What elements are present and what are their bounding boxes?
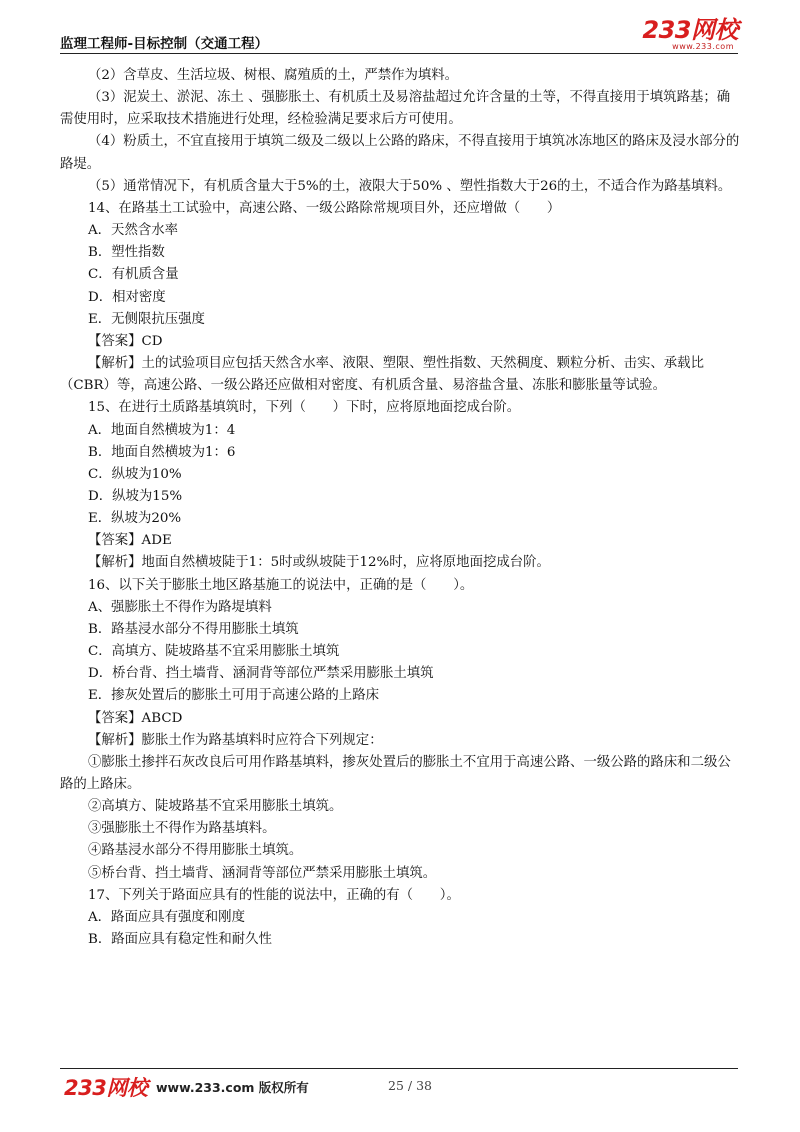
text-line: （4）粉质土，不宜直接用于填筑二级及二级以上公路的路床，不得直接用于填筑冰冻地区的路床及浸水部分的路堤。 <box>60 134 740 172</box>
footer-divider <box>60 1068 738 1069</box>
option-b: B．路基浸水部分不得用膨胀土填筑 <box>88 621 299 637</box>
explanation-item: ①膨胀土掺拌石灰改良后可用作路基填料，掺灰处置后的膨胀土不宜用于高速公路、一级公路的路床和二级公路的上路床。 <box>60 754 731 792</box>
option-e: E．无侧限抗压强度 <box>88 311 205 327</box>
option-e: E．掺灰处置后的膨胀土可用于高速公路的上路床 <box>88 688 379 704</box>
option-a: A、强膨胀土不得作为路堤填料 <box>88 599 272 615</box>
explanation-item: ③强膨胀土不得作为路基填料。 <box>88 821 276 837</box>
explanation-item: ④路基浸水部分不得用膨胀土填筑。 <box>88 843 303 859</box>
option-c: C．纵坡为10% <box>88 466 182 482</box>
option-d: D．相对密度 <box>88 289 166 305</box>
brand-logo-text: 233网校 <box>642 16 738 44</box>
header-divider <box>60 53 738 54</box>
explanation-item: ⑤桥台背、挡土墙背、涵洞背等部位严禁采用膨胀土填筑。 <box>88 865 437 881</box>
question-14: 14、在路基土工试验中，高速公路、一级公路除常规项目外，还应增做（ ） <box>88 200 561 216</box>
option-a: A．地面自然横坡为1：4 <box>88 422 236 438</box>
header-title: 监理工程师-目标控制（交通工程） <box>60 36 269 52</box>
question-17: 17、下列关于路面应具有的性能的说法中，正确的有（ ）。 <box>88 887 460 903</box>
text-line: （5）通常情况下，有机质含量大于5%的土，液限大于50% 、塑性指数大于26的土，不适合作为路基填料。 <box>88 178 732 194</box>
option-b: B．塑性指数 <box>88 245 165 261</box>
question-15: 15、在进行土质路基填筑时，下列（ ）下时，应将原地面挖成台阶。 <box>88 400 521 416</box>
explanation: 【解析】膨胀土作为路基填料时应符合下列规定： <box>88 732 383 748</box>
page-footer <box>60 1072 738 1100</box>
answer-label: 【答案】ABCD <box>88 710 183 726</box>
option-d: D．纵坡为15% <box>88 488 183 504</box>
option-a: A．路面应具有强度和刚度 <box>88 909 245 925</box>
page-number: 25 / 38 <box>388 1078 432 1093</box>
explanation: 【解析】土的试验项目应包括天然含水率、液限、塑限、塑性指数、天然稠度、颗粒分析、击实、承载比（CBR）等，高速公路、一级公路还应做相对密度、有机质含量、易溶盐含量、冻胀和膨胀量等试验。 <box>60 356 704 394</box>
footer-logo[interactable]: 233网校 <box>64 1076 148 1100</box>
answer-label: 【答案】CD <box>88 333 163 349</box>
question-16: 16、以下关于膨胀土地区路基施工的说法中，正确的是（ ）。 <box>88 577 474 593</box>
option-c: C．高填方、陡坡路基不宜采用膨胀土填筑 <box>88 644 340 660</box>
option-b: B．路面应具有稳定性和耐久性 <box>88 932 272 948</box>
explanation: 【解析】地面自然横坡陡于1：5时或纵坡陡于12%时，应将原地面挖成台阶。 <box>88 555 550 571</box>
text-line: （2）含草皮、生活垃圾、树根、腐殖质的土，严禁作为填料。 <box>88 68 459 83</box>
explanation-item: ②高填方、陡坡路基不宜采用膨胀土填筑。 <box>88 799 343 815</box>
brand-logo[interactable] <box>642 18 738 52</box>
document-body <box>60 65 740 951</box>
answer-label: 【答案】ADE <box>88 533 172 549</box>
page-header <box>60 18 738 52</box>
footer-site-link[interactable]: www.233.com 版权所有 <box>156 1080 309 1095</box>
option-d: D．桥台背、挡土墙背、涵洞背等部位严禁采用膨胀土填筑 <box>88 666 434 682</box>
option-e: E．纵坡为20% <box>88 511 182 527</box>
brand-logo-url: www.233.com <box>672 42 734 51</box>
option-a: A．天然含水率 <box>88 223 179 239</box>
text-line: （3）泥炭土、淤泥、冻土 、强膨胀土、有机质土及易溶盐超过允许含量的土等，不得直接用于填筑路基；确需使用时，应采取技术措施进行处理，经检验满足要求后方可使用。 <box>60 90 731 128</box>
option-c: C．有机质含量 <box>88 267 179 283</box>
option-b: B．地面自然横坡为1：6 <box>88 444 236 460</box>
